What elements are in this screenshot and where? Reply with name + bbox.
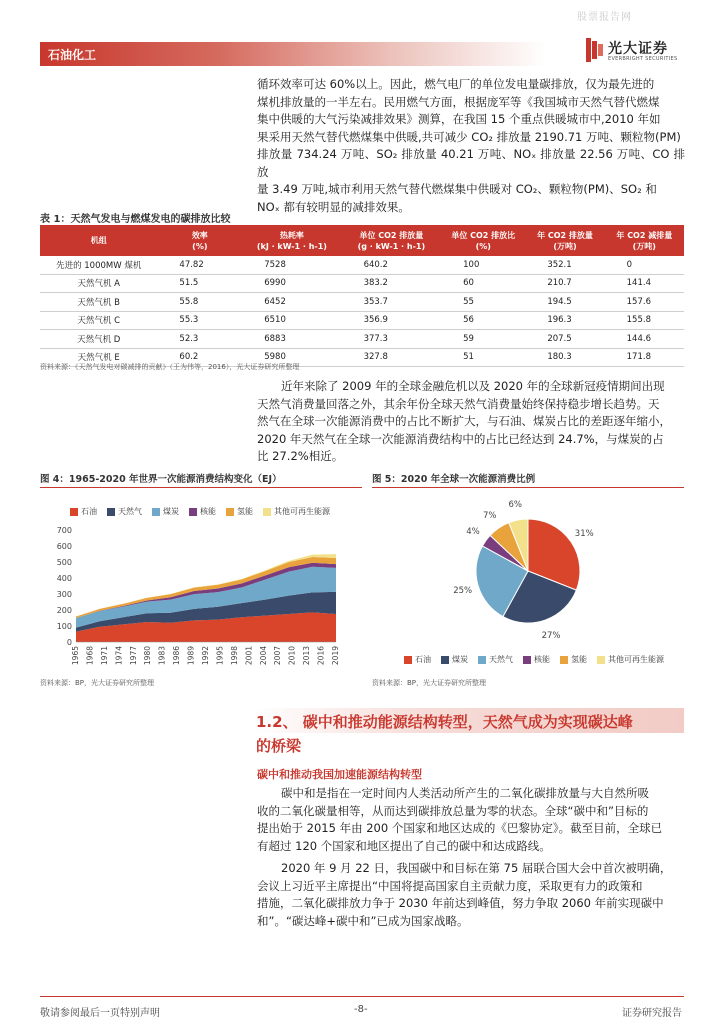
table-source: 资料来源：《天然气发电对碳减排的贡献》（王为伟等，2016），光大证券研究所整理 bbox=[40, 363, 300, 371]
table-cell: 352.1 bbox=[525, 256, 604, 274]
x-tick-label: 2019 bbox=[331, 646, 340, 666]
legend-item bbox=[226, 506, 253, 517]
intro-paragraph bbox=[257, 76, 685, 216]
legend-item bbox=[560, 654, 587, 665]
table-cell: 157.6 bbox=[605, 293, 684, 312]
x-tick-label: 1986 bbox=[172, 646, 182, 666]
page-number: -8- bbox=[354, 1004, 368, 1015]
text-line: 近年来除了 2009 年的全球金融危机以及 2020 年的全球新冠疫情期间出现 bbox=[281, 379, 665, 393]
table-cell: 383.2 bbox=[342, 274, 442, 293]
section-heading-line: 1.2、 碳中和推动能源结构转型，天然气成为实现碳达峰 bbox=[256, 713, 633, 731]
legend-swatch bbox=[189, 508, 197, 516]
energy-area-chart bbox=[40, 520, 362, 670]
table-cell: 144.6 bbox=[605, 330, 684, 349]
text-line: 和”。“碳达峰+碳中和”已成为国家战略。 bbox=[257, 913, 469, 928]
table-header-cell: 机组 bbox=[40, 225, 157, 256]
legend-label: 核能 bbox=[534, 655, 550, 664]
legend-label: 石油 bbox=[81, 507, 97, 516]
pie-data-label: 25% bbox=[453, 585, 473, 596]
table-cell: 59 bbox=[441, 330, 525, 349]
legend-label: 氢能 bbox=[571, 655, 587, 664]
legend-swatch bbox=[70, 508, 78, 516]
legend-swatch bbox=[523, 656, 531, 664]
x-tick-label: 1998 bbox=[229, 646, 239, 666]
x-tick-label: 2001 bbox=[244, 646, 254, 666]
table-cell: 先进的 1000MW 煤机 bbox=[40, 256, 157, 274]
table-cell: 5980 bbox=[242, 348, 341, 367]
table-cell: 141.4 bbox=[605, 274, 684, 293]
text-line: 有超过 120 个国家和地区提出了自己的碳中和达成路线。 bbox=[257, 838, 551, 853]
table-cell: 47.82 bbox=[157, 256, 242, 274]
legend-item bbox=[478, 654, 513, 665]
table-cell: 天然气机 D bbox=[40, 330, 157, 349]
legend-item bbox=[189, 506, 216, 517]
text-line: 碳中和是指在一定时间内人类活动所产生的二氧化碳排放量与大自然所吸 bbox=[281, 786, 649, 800]
legend-label: 石油 bbox=[415, 655, 431, 664]
legend-label: 核能 bbox=[200, 507, 216, 516]
legend-label: 其他可再生能源 bbox=[274, 507, 330, 516]
legend-swatch bbox=[597, 656, 605, 664]
x-tick-label: 1989 bbox=[186, 646, 196, 666]
legend-label: 天然气 bbox=[118, 507, 142, 516]
section-heading bbox=[256, 710, 686, 758]
figure5-rule bbox=[372, 487, 684, 488]
sector-banner bbox=[40, 42, 546, 66]
subsection-title: 碳中和推动我国加速能源结构转型 bbox=[257, 768, 422, 781]
table-cell: 6990 bbox=[242, 274, 341, 293]
text-line: 集中供暖的大气污染减排效果》测算，在我国 15 个重点供暖城市中,2010 年如 bbox=[257, 112, 661, 126]
table-header-cell: 热耗率 (kJ · kW-1 · h-1) bbox=[242, 225, 341, 256]
table-cell: 171.8 bbox=[605, 348, 684, 367]
pie-data-label: 27% bbox=[541, 630, 561, 641]
table-cell: 377.3 bbox=[342, 330, 442, 349]
text-line: 收的二氧化碳量相等，从而达到碳排放总量为零的状态。全球“碳中和”目标的 bbox=[257, 803, 649, 818]
legend-swatch bbox=[107, 508, 115, 516]
footer-report-type: 证券研究报告 bbox=[622, 1008, 682, 1019]
table-header-row bbox=[40, 225, 684, 256]
carbon-neutral-paragraph bbox=[257, 785, 685, 855]
everbright-logo-icon bbox=[586, 38, 604, 62]
table-header-cell: 年 CO2 减排量 (万吨) bbox=[605, 225, 684, 256]
x-tick-label: 1980 bbox=[143, 646, 153, 666]
consumption-paragraph bbox=[257, 378, 685, 466]
table-cell: 55.8 bbox=[157, 293, 242, 312]
table-header-cell: 年 CO2 排放量 (万吨) bbox=[525, 225, 604, 256]
y-tick-label: 700 bbox=[56, 526, 72, 535]
legend-item bbox=[441, 654, 468, 665]
table-header-cell: 单位 CO2 排放量 (g · kW-1 · h-1) bbox=[342, 225, 442, 256]
figure4-title: 图 4：1965-2020 年世界一次能源消费结构变化（EJ） bbox=[40, 474, 282, 485]
figure4-source: 资料来源：BP，光大证券研究所整理 bbox=[40, 679, 155, 687]
table-caption: 表 1：天然气发电与燃煤发电的碳排放比较 bbox=[40, 214, 231, 225]
text-line: 量 3.49 万吨,城市利用天然气替代燃煤集中供暖对 CO₂、颗粒物(PM)、SO₂ 和 bbox=[257, 182, 657, 196]
x-tick-label: 1992 bbox=[201, 646, 210, 666]
figure5-source: 资料来源：BP，光大证券研究所整理 bbox=[372, 679, 487, 687]
table-cell: 356.9 bbox=[342, 311, 442, 330]
table-cell: 56 bbox=[441, 311, 525, 330]
table-row bbox=[40, 293, 684, 312]
policy-paragraph bbox=[257, 860, 685, 930]
table-cell: 155.8 bbox=[605, 311, 684, 330]
legend-label: 煤炭 bbox=[452, 655, 468, 664]
watermark-text: 股票报告网 bbox=[577, 12, 632, 23]
legend-item bbox=[404, 654, 431, 665]
table-cell: 640.2 bbox=[342, 256, 442, 274]
legend-item bbox=[107, 506, 142, 517]
table-cell: 天然气机 B bbox=[40, 293, 157, 312]
energy-pie-chart bbox=[372, 495, 684, 645]
text-line: 提出始于 2015 年由 200 个国家和地区达成的《巴黎协定》。截至目前，全球已 bbox=[257, 821, 663, 835]
text-line: NOₓ 都有较明显的减排效果。 bbox=[257, 199, 410, 214]
figure4-rule bbox=[40, 487, 362, 488]
y-tick-label: 0 bbox=[66, 638, 72, 647]
table-cell: 353.7 bbox=[342, 293, 442, 312]
table-cell: 194.5 bbox=[525, 293, 604, 312]
table-cell: 7528 bbox=[242, 256, 341, 274]
table-cell: 55 bbox=[441, 293, 525, 312]
legend-label: 氢能 bbox=[237, 507, 253, 516]
logo-name-en: EVERBRIGHT SECURITIES bbox=[608, 56, 678, 62]
legend-item bbox=[152, 506, 179, 517]
table-cell: 60 bbox=[441, 274, 525, 293]
text-line: 然气在全球一次能源消费中的占比不断扩大，与石油、煤炭占比的差距逐年缩小， bbox=[257, 414, 671, 428]
text-line: 天然气消费量回落之外，其余年份全球天然气消费量始终保持稳步增长趋势。天 bbox=[257, 396, 660, 411]
x-tick-label: 2016 bbox=[316, 646, 326, 666]
legend-swatch bbox=[404, 656, 412, 664]
text-line: 比 27.2%相近。 bbox=[257, 449, 344, 463]
legend-swatch bbox=[263, 508, 271, 516]
table-cell: 55.3 bbox=[157, 311, 242, 330]
text-line: 会议上习近平主席提出“中国将提高国家自主贡献力度，采取更有力的政策和 bbox=[257, 878, 643, 893]
legend-item bbox=[597, 654, 664, 665]
sector-label: 石油化工 bbox=[48, 48, 97, 62]
table-cell: 天然气机 E bbox=[40, 348, 157, 367]
text-line: 果采用天然气替代燃煤集中供暖,共可减少 CO₂ 排放量 2190.71 万吨、颗粒物(PM) bbox=[257, 129, 681, 144]
x-tick-label: 1965 bbox=[71, 646, 80, 666]
y-tick-label: 600 bbox=[56, 542, 72, 551]
x-tick-label: 1971 bbox=[99, 646, 109, 666]
text-line: 煤机排放量的一半左右。民用燃气方面，根据庞军等《我国城市天然气替代燃煤 bbox=[257, 94, 660, 109]
table-row bbox=[40, 256, 684, 274]
x-tick-label: 2013 bbox=[302, 646, 312, 666]
table-cell: 6452 bbox=[242, 293, 341, 312]
table-cell: 6883 bbox=[242, 330, 341, 349]
legend-swatch bbox=[152, 508, 160, 516]
footer-rule bbox=[40, 996, 684, 997]
pie-data-label: 7% bbox=[483, 510, 497, 521]
table-cell: 天然气机 A bbox=[40, 274, 157, 293]
figure5-legend bbox=[404, 654, 674, 665]
x-tick-label: 2010 bbox=[287, 646, 297, 666]
legend-label: 煤炭 bbox=[163, 507, 179, 516]
pie-data-label: 31% bbox=[574, 528, 594, 539]
legend-item bbox=[523, 654, 550, 665]
table-header-cell: 单位 CO2 排放比 (%) bbox=[441, 225, 525, 256]
table-row bbox=[40, 311, 684, 330]
table-header-cell: 效率 (%) bbox=[157, 225, 242, 256]
table-cell: 0 bbox=[605, 256, 684, 274]
x-tick-label: 1995 bbox=[215, 646, 225, 666]
x-tick-label: 1968 bbox=[85, 646, 95, 666]
figure4-legend bbox=[70, 506, 340, 517]
table-cell: 51.5 bbox=[157, 274, 242, 293]
table-cell: 天然气机 C bbox=[40, 311, 157, 330]
text-line: 循环效率可达 60%以上。因此，燃气电厂的单位发电量碳排放，仅为最先进的 bbox=[257, 77, 655, 91]
table-cell: 60.2 bbox=[157, 348, 242, 367]
text-line: 措施，二氧化碳排放力争于 2030 年前达到峰值，努力争取 2060 年前实现碳中 bbox=[257, 896, 664, 910]
pie-data-label: 4% bbox=[466, 527, 480, 538]
legend-swatch bbox=[226, 508, 234, 516]
table-cell: 6510 bbox=[242, 311, 341, 330]
footer-disclaimer: 敬请参阅最后一页特别声明 bbox=[40, 1008, 160, 1019]
y-tick-label: 100 bbox=[56, 622, 72, 631]
x-tick-label: 1974 bbox=[114, 646, 124, 666]
x-tick-label: 1977 bbox=[128, 646, 138, 666]
table-row bbox=[40, 274, 684, 293]
legend-item bbox=[263, 506, 330, 517]
section-heading-line: 的桥梁 bbox=[256, 737, 302, 755]
legend-item bbox=[70, 506, 97, 517]
table-cell: 51 bbox=[441, 348, 525, 367]
text-line: 2020 年天然气在全球一次能源消费结构中的占比已经达到 24.7%，与煤炭的占 bbox=[257, 431, 664, 446]
legend-swatch bbox=[478, 656, 486, 664]
table-cell: 180.3 bbox=[525, 348, 604, 367]
y-tick-label: 500 bbox=[56, 558, 72, 567]
table-cell: 207.5 bbox=[525, 330, 604, 349]
y-tick-label: 300 bbox=[56, 590, 72, 599]
logo-name-cn: 光大证券 bbox=[608, 41, 668, 57]
figure5-title: 图 5：2020 年全球一次能源消费比例 bbox=[372, 474, 536, 485]
y-tick-label: 200 bbox=[56, 606, 72, 615]
text-line: 2020 年 9 月 22 日，我国碳中和目标在第 75 届联合国大会中首次被明确， bbox=[281, 861, 672, 875]
x-tick-label: 2007 bbox=[273, 646, 283, 666]
x-tick-label: 1983 bbox=[157, 646, 167, 666]
table-cell: 196.3 bbox=[525, 311, 604, 330]
legend-label: 其他可再生能源 bbox=[608, 655, 664, 664]
pie-data-label: 6% bbox=[508, 500, 523, 511]
y-tick-label: 400 bbox=[56, 574, 72, 583]
table-cell: 52.3 bbox=[157, 330, 242, 349]
table-cell: 100 bbox=[441, 256, 525, 274]
legend-label: 天然气 bbox=[489, 655, 513, 664]
legend-swatch bbox=[441, 656, 449, 664]
x-tick-label: 2004 bbox=[258, 646, 268, 666]
legend-swatch bbox=[560, 656, 568, 664]
table-cell: 210.7 bbox=[525, 274, 604, 293]
table-row bbox=[40, 330, 684, 349]
emissions-table bbox=[40, 225, 684, 367]
table-cell: 327.8 bbox=[342, 348, 442, 367]
text-line: 排放量 734.24 万吨、SO₂ 排放量 40.21 万吨、NOₓ 排放量 22.56 万吨、CO 排放 bbox=[257, 147, 685, 179]
